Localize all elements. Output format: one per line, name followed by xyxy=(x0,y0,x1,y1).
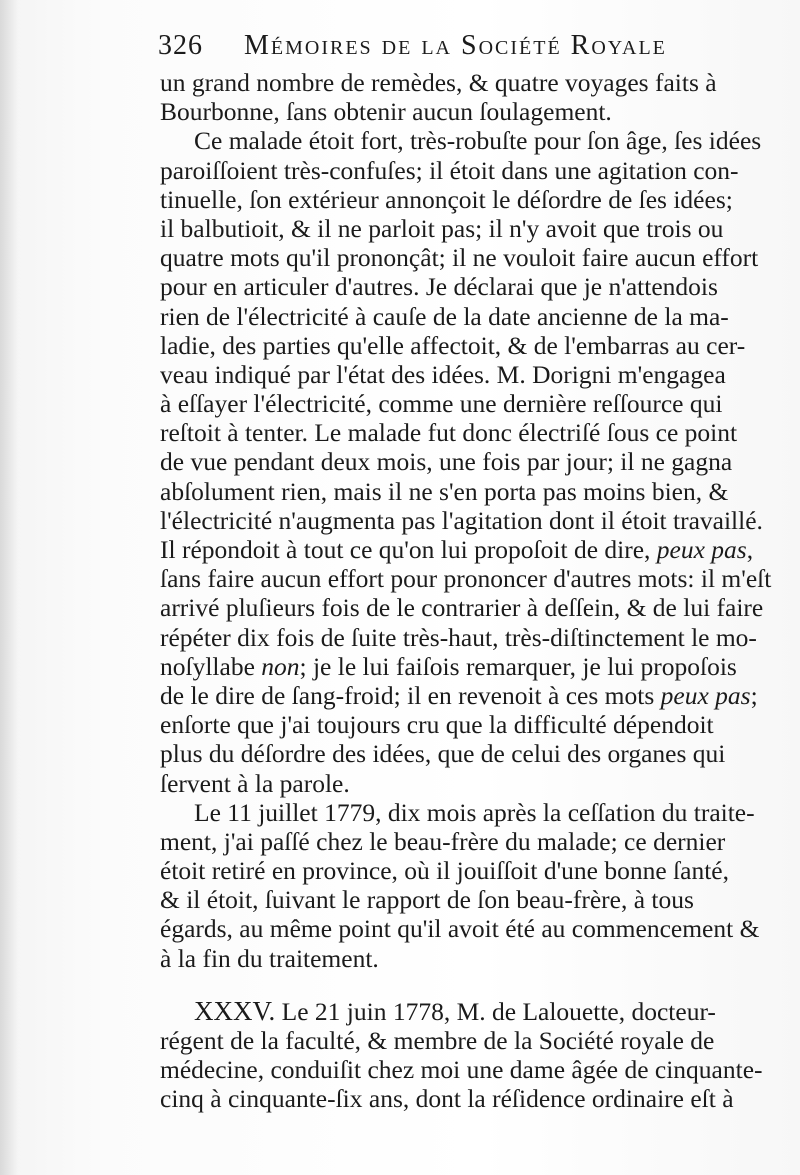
paragraph-gap xyxy=(160,973,770,997)
text-line: paroiſſoient très-confuſes; il étoit dans une agitation con- xyxy=(160,155,739,185)
text-line: un grand nombre de remèdes, & quatre voyages faits à xyxy=(160,68,717,97)
text-line: cinq à cinquante-ſix ans, dont la réſidence ordinaire eſt à xyxy=(160,1084,734,1114)
text-line: ſervent à la parole. xyxy=(160,768,350,798)
text-line xyxy=(160,997,770,1026)
text-line: plus du déſordre des idées, que de celui des organes qui xyxy=(160,739,726,769)
body-text xyxy=(160,68,770,1114)
italic-phrase: peux pas xyxy=(660,680,751,710)
text-line: ment, j'ai paſſé chez le beau-frère du malade; ce dernier xyxy=(160,826,726,856)
text-line: de le dire de ſang-froid; il en revenoit à ces mots peux pas; xyxy=(160,680,758,710)
page-number: 326 xyxy=(158,30,203,61)
text-segment: Le 21 juin 1778, M. de Lalouette, docteur- xyxy=(281,996,716,1026)
text-line: l'électricité n'augmenta pas l'agitation dont il étoit travaillé. xyxy=(160,505,763,535)
text-line: étoit retiré en province, où il jouiſſoit d'une bonne ſanté, xyxy=(160,856,729,886)
text-line: ſans faire aucun effort pour prononcer d'autres mots: il m'eſt xyxy=(160,564,772,594)
text-line: abſolument rien, mais il ne s'en porta pas moins bien, & xyxy=(160,476,729,506)
text-line: arrivé pluſieurs fois de le contrarier à deſſein, & de lui faire xyxy=(160,593,764,623)
italic-word: non xyxy=(261,651,300,681)
text-line: Il répondoit à tout ce qu'on lui propoſoit de dire, peux pas, xyxy=(160,535,754,564)
text-line: Bourbonne, ſans obtenir aucun ſoulagement. xyxy=(160,97,612,127)
text-line: médecine, conduiſit chez moi une dame âgée de cinquante- xyxy=(160,1055,763,1085)
section-number: XXXV. xyxy=(194,995,276,1026)
text-segment: de le dire de ſang-froid; il en revenoit à ces mots xyxy=(160,680,655,710)
text-line: Le 11 juillet 1779, dix mois après la ceſſation du traite- xyxy=(194,797,755,827)
text-line: tinuelle, ſon extérieur annonçoit le déſordre de ſes idées; xyxy=(160,184,733,214)
text-segment: Il répondoit à tout ce qu'on lui propoſoit de dire, xyxy=(160,535,651,564)
page-header xyxy=(158,30,758,70)
italic-phrase: peux pas xyxy=(656,535,747,564)
text-line: de vue pendant deux mois, une fois par jour; il ne gagna xyxy=(160,447,733,477)
text-line: à la fin du traitement. xyxy=(160,943,379,973)
text-line: ladie, des parties qu'elle affectoit, & de l'embarras au cer- xyxy=(160,330,746,360)
text-line: il balbutioit, & il ne parloit pas; il n'y avoit que trois ou xyxy=(160,213,724,243)
text-line xyxy=(160,652,770,681)
text-line: répéter dix fois de ſuite très-haut, très-diſtinctement le mo- xyxy=(160,622,757,652)
text-segment: noſyllabe xyxy=(160,651,255,681)
text-line: égards, au même point qu'il avoit été au commencement & xyxy=(160,914,760,944)
text-line: rien de l'électricité à cauſe de la date ancienne de la ma- xyxy=(160,301,729,331)
text-line: quatre mots qu'il prononçât; il ne vouloit faire aucun effort xyxy=(160,243,759,273)
gutter-shadow xyxy=(0,0,18,1175)
text-segment: ; je le lui faiſois remarquer, je lui propoſois xyxy=(299,651,737,681)
text-line: régent de la faculté, & membre de la Société royale de xyxy=(160,1026,715,1055)
text-line: enſorte que j'ai toujours cru que la difficulté dépendoit xyxy=(160,710,714,740)
text-line: pour en articuler d'autres. Je déclarai que je n'attendois xyxy=(160,272,718,302)
text-line: reſtoit à tenter. Le malade fut donc électriſé ſous ce point xyxy=(160,418,738,448)
text-line: & il étoit, ſuivant le rapport de ſon beau-frère, à tous xyxy=(160,885,694,915)
text-line: à eſſayer l'électricité, comme une dernière reſſource qui xyxy=(160,389,723,419)
text-line: veau indiqué par l'état des idées. M. Dorigni m'engagea xyxy=(160,359,726,389)
text-line: Ce malade étoit fort, très-robuſte pour ſon âge, ſes idées xyxy=(194,126,762,156)
running-head: Mémoires de la Société Royale xyxy=(244,30,667,61)
